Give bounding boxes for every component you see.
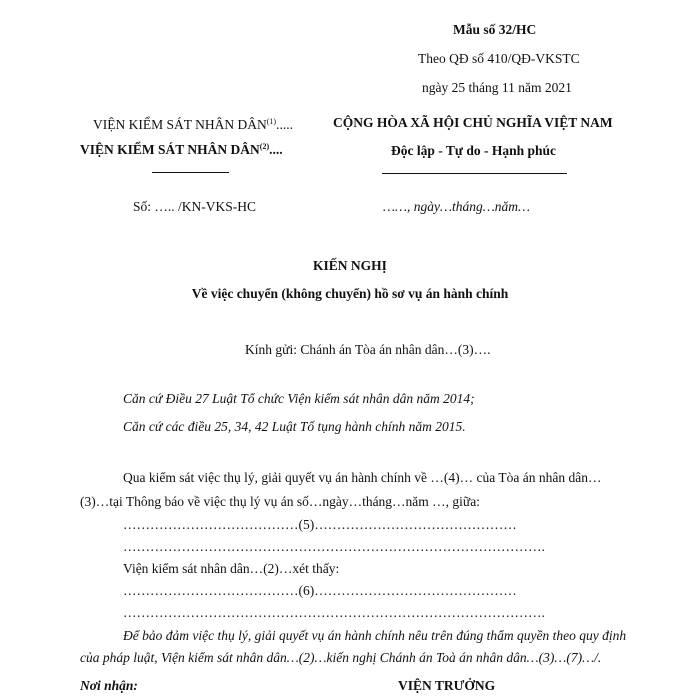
agency-name: VIỆN KIỂM SÁT NHÂN DÂN — [80, 142, 260, 157]
motto-underline — [382, 173, 567, 174]
legal-basis-2: Căn cứ các điều 25, 34, 42 Luật Tố tụng hành chính năm 2015. — [123, 419, 466, 434]
parties-blank-1: …………………………………(5)……………………………………… — [123, 517, 517, 532]
recipient-line: Kính gửi: Chánh án Tòa án nhân dân…(3)…. — [245, 342, 491, 357]
form-date: ngày 25 tháng 11 năm 2021 — [422, 80, 572, 95]
agency-superior-name: VIỆN KIỂM SÁT NHÂN DÂN — [93, 117, 267, 132]
footnote-1-marker: (1) — [266, 117, 277, 126]
closing-paragraph-line-1: Để bảo đảm việc thụ lý, giải quyết vụ án hành chính nêu trên đúng thẩm quyền theo quy định — [123, 628, 627, 643]
finding-blank-1: …………………………………(6)……………………………………… — [123, 583, 517, 598]
issuing-agency — [80, 143, 283, 157]
left-header-underline — [152, 172, 229, 173]
form-decision: Theo QĐ số 410/QĐ-VKSTC — [418, 51, 580, 66]
national-motto: Độc lập - Tự do - Hạnh phúc — [391, 143, 557, 158]
form-number: Mẫu số 32/HC — [453, 22, 537, 37]
place-and-date: ……, ngày…tháng…năm… — [383, 199, 531, 214]
national-title: CỘNG HÒA XÃ HỘI CHỦ NGHĨA VIỆT NAM — [333, 115, 613, 130]
recipients-label: Nơi nhận: — [80, 678, 138, 693]
finding-blank-2: …………………………………………………………………………………. — [123, 605, 545, 620]
document-subject: Về việc chuyển (không chuyển) hồ sơ vụ án hành chính — [191, 286, 509, 301]
closing-paragraph-line-2: của pháp luật, Viện kiểm sát nhân dân…(2)…kiến nghị Chánh án Toà án nhân dân…(3)…(7)…/. — [80, 650, 602, 665]
body-paragraph-line-1: Qua kiểm sát việc thụ lý, giải quyết vụ án hành chính về …(4)… của Tòa án nhân dân… — [123, 470, 602, 485]
parties-blank-2: …………………………………………………………………………………. — [123, 539, 545, 554]
agency-superior-dots: ..... — [276, 117, 293, 132]
document-number: Số: ….. /KN-VKS-HC — [133, 199, 257, 214]
issuing-agency-superior — [93, 118, 293, 132]
footnote-2-marker: (2) — [259, 142, 270, 151]
agency-dots: .... — [269, 142, 283, 157]
finding-line: Viện kiểm sát nhân dân…(2)…xét thấy: — [123, 561, 340, 576]
signer-title: VIỆN TRƯỞNG — [398, 678, 496, 693]
legal-basis-1: Căn cứ Điều 27 Luật Tổ chức Viện kiểm sát nhân dân năm 2014; — [123, 391, 475, 406]
document-title: KIẾN NGHỊ — [313, 258, 387, 273]
body-paragraph-line-2: (3)…tại Thông báo về việc thụ lý vụ án số…ngày…tháng…năm …, giữa: — [80, 494, 480, 509]
